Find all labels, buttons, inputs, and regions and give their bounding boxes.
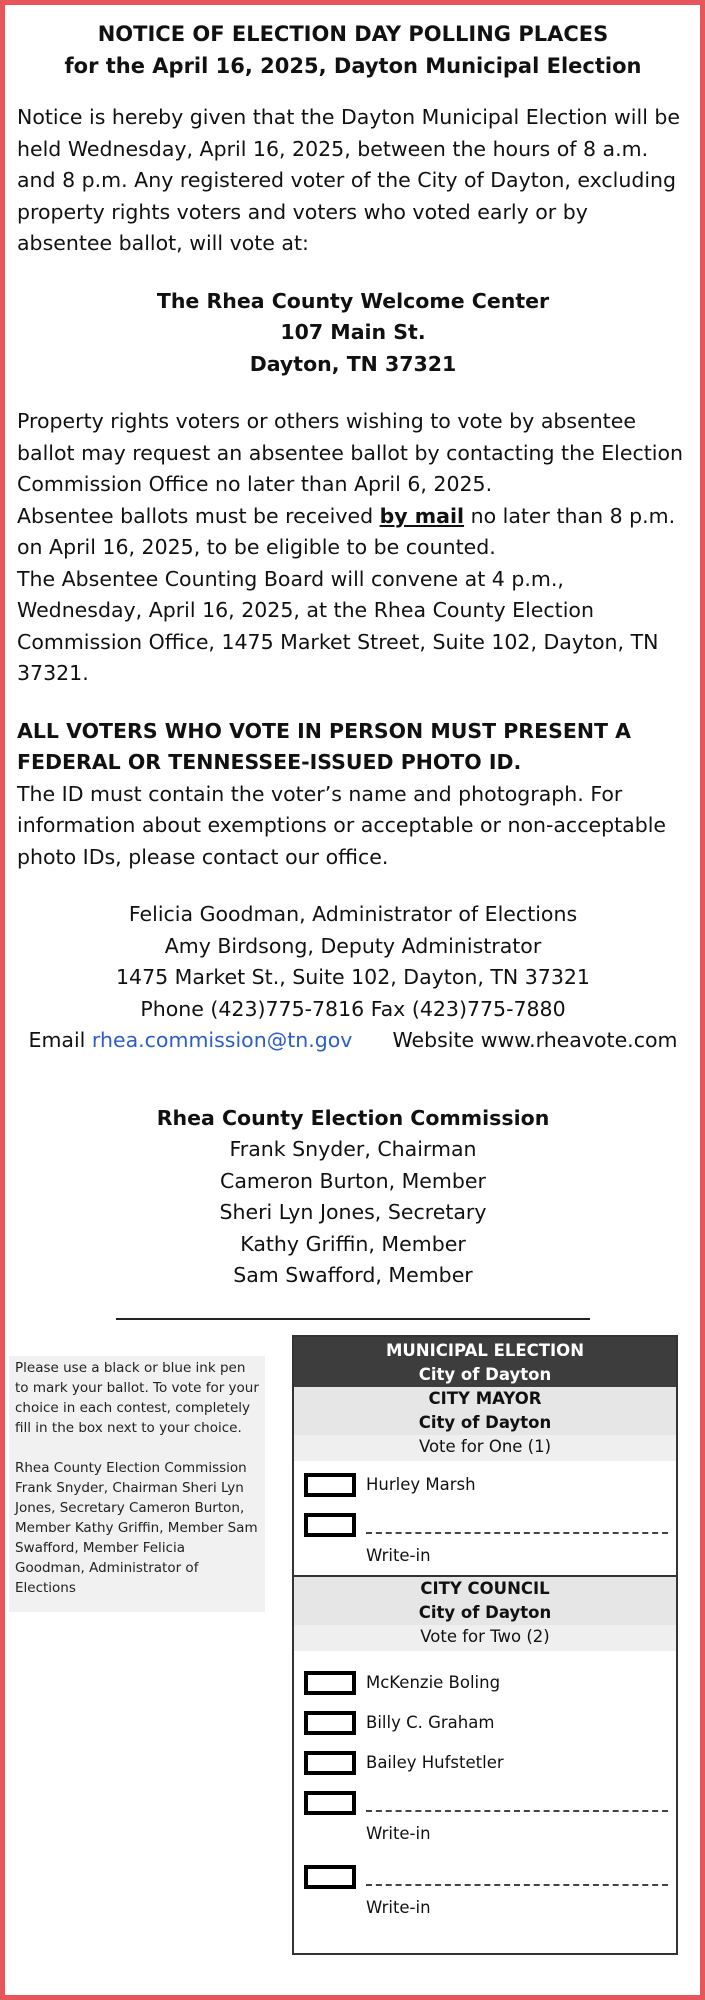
council-contest-header: [294, 1577, 676, 1625]
commission-block: [17, 1103, 689, 1292]
notice-title: [17, 18, 689, 82]
receipt-text-pre: Absentee ballots must be received: [17, 503, 380, 528]
photo-id-warning: ALL VOTERS WHO VOTE IN PERSON MUST PRESENT A FEDERAL OR TENNESSEE-ISSUED PHOTO ID.: [17, 718, 631, 774]
counting-board-paragraph: The Absentee Counting Board will convene at 4 p.m., Wednesday, April 16, 2025, at the Rhea County Election Commission Office, 1475 Market Street, Suite 102, Dayton, TN 37321.: [17, 566, 659, 685]
council-write-in: [294, 1853, 676, 1927]
commission-member: Sam Swafford, Member: [233, 1263, 473, 1287]
ballot-instructions: [9, 1356, 265, 1612]
phone-fax: Phone (423)775-7816 Fax (423)775-7880: [140, 996, 566, 1021]
vote-checkbox[interactable]: [304, 1791, 356, 1815]
write-in-label: Write-in: [366, 1898, 431, 1917]
mayor-subtitle: City of Dayton: [418, 1413, 552, 1432]
polling-location: [17, 286, 689, 381]
council-subtitle: City of Dayton: [418, 1603, 552, 1622]
commission-member: Cameron Burton, Member: [220, 1168, 486, 1193]
website-label: Website: [392, 1028, 481, 1052]
write-in-label: Write-in: [366, 1824, 431, 1843]
vote-checkbox[interactable]: [304, 1751, 356, 1775]
mayor-write-in: [294, 1501, 676, 1575]
write-in-line[interactable]: [366, 1810, 668, 1812]
vote-checkbox[interactable]: [304, 1865, 356, 1889]
write-in-line[interactable]: [366, 1884, 668, 1886]
mayor-title: CITY MAYOR: [428, 1389, 542, 1408]
council-candidate: [294, 1699, 676, 1739]
sample-ballot: [292, 1335, 678, 1955]
email-label: Email: [28, 1028, 92, 1052]
commission-member: Sheri Lyn Jones, Secretary: [219, 1200, 487, 1224]
vote-checkbox[interactable]: [304, 1513, 356, 1537]
instructions-text: Please use a black or blue ink pen to mark your ballot. To vote for your choice in each contest, completely fill in the box next to your choice.: [15, 1360, 259, 1436]
title-line-1: NOTICE OF ELECTION DAY POLLING PLACES: [97, 22, 609, 46]
council-vote-for: Vote for Two (2): [294, 1625, 676, 1651]
website-url[interactable]: www.rheavote.com: [480, 1028, 678, 1052]
vote-checkbox[interactable]: [304, 1711, 356, 1735]
mayor-candidate: [294, 1461, 676, 1501]
receipt-text-post: no later than 8 p.m. on April 16, 2025, to be eligible to be counted.: [17, 503, 676, 559]
photo-id-info: The ID must contain the voter’s name and photograph. For information about exemptions or acceptable or non-acceptable photo IDs, please contact our office.: [17, 781, 667, 869]
ballot-header-title: MUNICIPAL ELECTION: [385, 1341, 585, 1360]
ballot-header-subtitle: City of Dayton: [418, 1365, 552, 1384]
location-name: The Rhea County Welcome Center: [156, 288, 550, 313]
write-in-line[interactable]: [366, 1532, 668, 1534]
location-city: Dayton, TN 37321: [249, 351, 457, 376]
contact-block: [17, 899, 689, 1057]
absentee-receipt-paragraph: [17, 501, 689, 564]
candidate-name: Bailey Hufstetler: [366, 1753, 504, 1772]
vote-checkbox[interactable]: [304, 1671, 356, 1695]
mayor-contest-header: [294, 1387, 676, 1435]
office-address: 1475 Market St., Suite 102, Dayton, TN 37321: [116, 965, 590, 989]
title-line-2: for the April 16, 2025, Dayton Municipal Election: [64, 54, 642, 78]
council-candidate: [294, 1659, 676, 1699]
section-divider: [116, 1318, 590, 1320]
email-link[interactable]: rhea.commission@tn.gov: [91, 1028, 353, 1052]
election-notice: [17, 18, 689, 1292]
email-website-line: [17, 1025, 689, 1057]
council-candidate: [294, 1739, 676, 1779]
by-mail-emphasis: by mail: [379, 503, 465, 528]
candidate-name: McKenzie Boling: [366, 1673, 501, 1692]
mayor-vote-for: Vote for One (1): [294, 1435, 676, 1461]
candidate-name: Hurley Marsh: [366, 1475, 476, 1494]
commission-member: Frank Snyder, Chairman: [229, 1137, 477, 1161]
write-in-label: Write-in: [366, 1546, 431, 1565]
absentee-request-paragraph: Property rights voters or others wishing to vote by absentee ballot may request an absentee ballot by contacting the Election Commission Office no later than April 6, 2025.: [17, 409, 684, 496]
candidate-name: Billy C. Graham: [366, 1713, 495, 1732]
council-write-in: [294, 1779, 676, 1853]
commission-title: Rhea County Election Commission: [156, 1105, 550, 1130]
vote-checkbox[interactable]: [304, 1473, 356, 1497]
council-title: CITY COUNCIL: [420, 1579, 550, 1598]
ballot-header: [294, 1337, 676, 1387]
deputy-administrator: Amy Birdsong, Deputy Administrator: [164, 933, 542, 958]
commission-member: Kathy Griffin, Member: [240, 1231, 466, 1256]
instructions-commission: Rhea County Election Commission Frank Snyder, Chairman Sheri Lyn Jones, Secretary Cameron Burton, Member Kathy Griffin, Member Sam Swafford, Member Felicia Goodman, Administrator of Elections: [15, 1460, 258, 1596]
administrator: Felicia Goodman, Administrator of Elections: [128, 902, 578, 926]
intro-paragraph: Notice is hereby given that the Dayton Municipal Election will be held Wednesday, April 16, 2025, between the hours of 8 a.m. and 8 p.m. Any registered voter of the City of Dayton, excluding property rights voters and voters who voted early or by absentee ballot, will vote at:: [17, 105, 681, 255]
location-street: 107 Main St.: [280, 320, 426, 344]
